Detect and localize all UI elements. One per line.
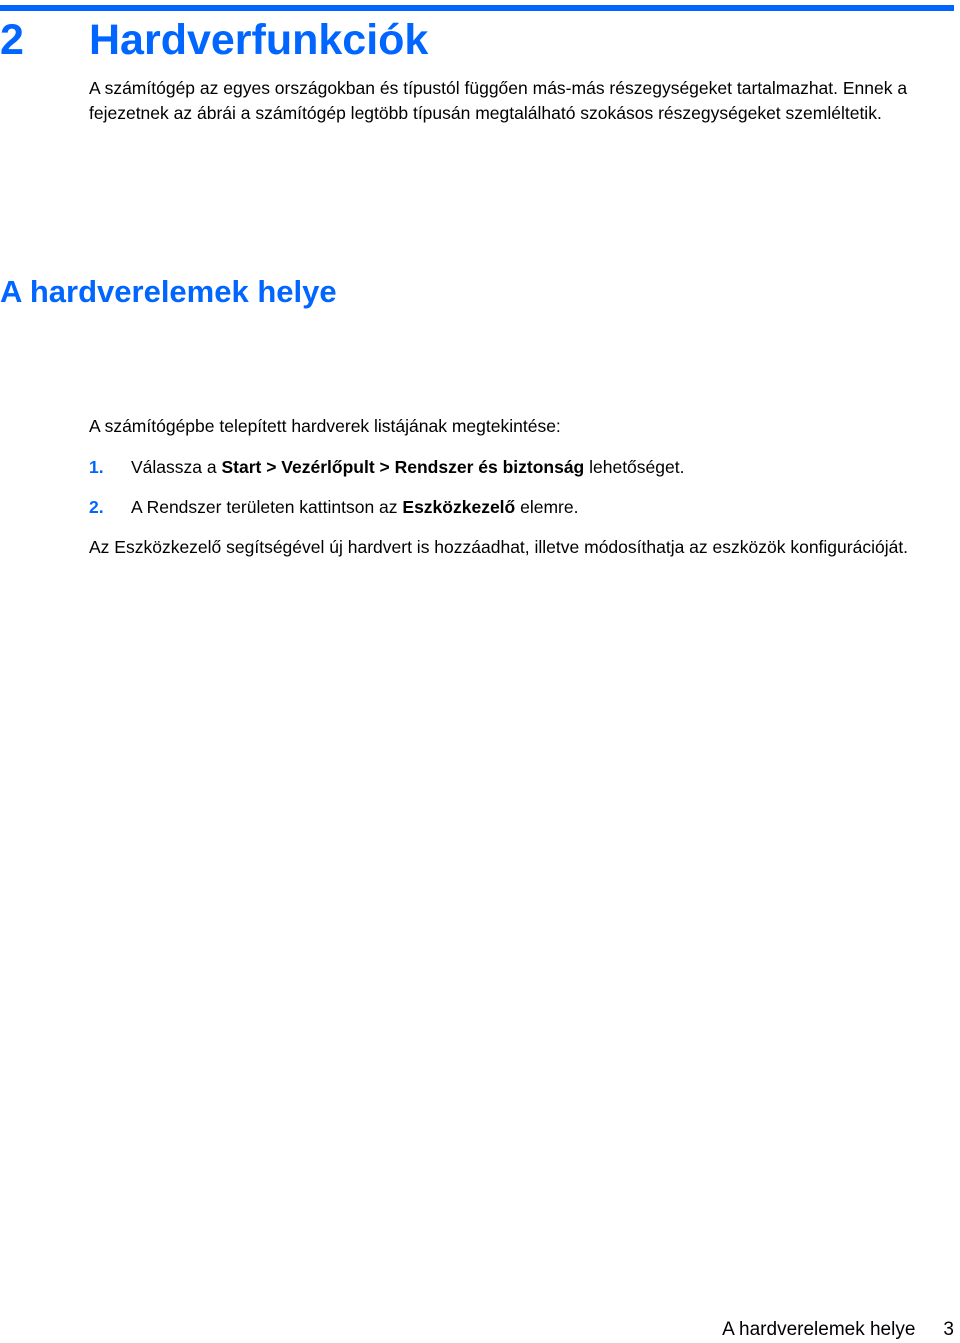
- menu-path-start: Start: [221, 457, 262, 477]
- intro-paragraph: A számítógép az egyes országokban és típustól függően más-más részegységeket tartalmazhat. Ennek a fejezetnek az ábrái a számítógép legtöbb típusán megtalálható szokásos részegységeket szemléltetik.: [89, 78, 908, 123]
- step-number: 2.: [89, 497, 104, 517]
- menu-path-system-security: Rendszer és biztonság: [394, 457, 585, 477]
- menu-path-control-panel: Vezérlőpult: [281, 457, 375, 477]
- step-text: A Rendszer területen kattintson az: [131, 497, 403, 517]
- page-number: 3: [943, 1319, 954, 1340]
- list-intro-paragraph: A számítógépbe telepített hardverek listájának megtekintése:: [89, 416, 561, 436]
- page-footer: [0, 1318, 954, 1342]
- step-number: 1.: [89, 457, 104, 477]
- chapter-number: 2: [0, 16, 24, 64]
- section-heading: A hardverelemek helye: [0, 274, 337, 309]
- step-text: lehetőséget.: [584, 457, 685, 477]
- closing-paragraph: Az Eszközkezelő segítségével új hardvert is hozzáadhat, illetve módosíthatja az eszközök konfigurációját.: [89, 537, 909, 557]
- top-rule: [0, 5, 954, 11]
- step-2: [89, 495, 578, 520]
- step-text: elemre.: [515, 497, 579, 517]
- chapter-title: Hardverfunkciók: [89, 16, 429, 64]
- step-1: [89, 455, 684, 480]
- footer-section-title: A hardverelemek helye: [722, 1319, 916, 1340]
- device-manager-label: Eszközkezelő: [402, 497, 516, 517]
- chapter-heading: [0, 14, 428, 66]
- menu-path-separator: >: [261, 457, 282, 477]
- menu-path-separator: >: [374, 457, 395, 477]
- step-text: Válassza a: [131, 457, 222, 477]
